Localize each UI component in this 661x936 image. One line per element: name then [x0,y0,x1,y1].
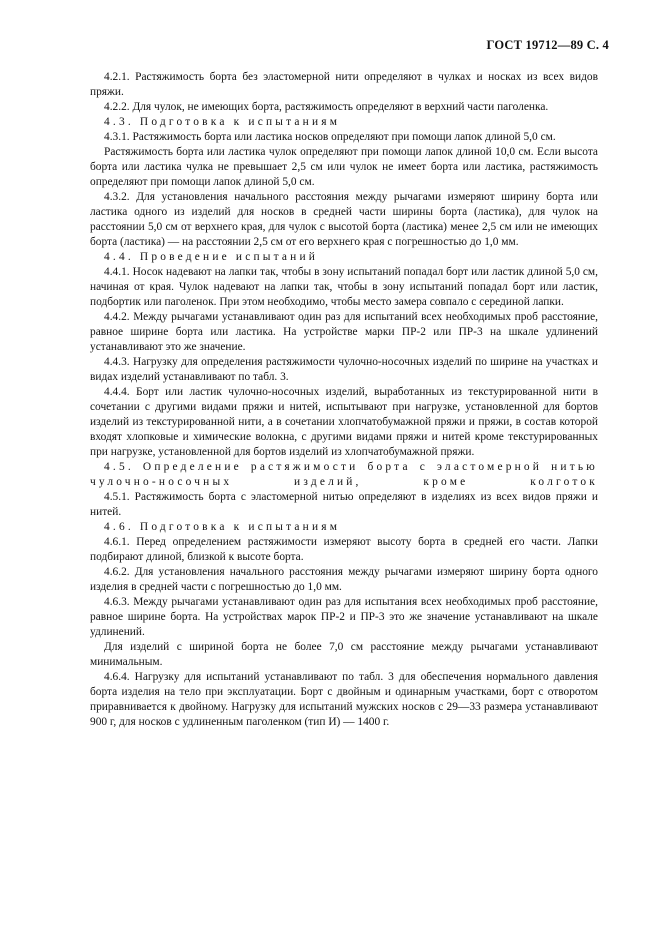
paragraph-4-6-3-cont: Для изделий с шириной борта не более 7,0 см расстояние между рычагами устанавливают минимальным. [90,641,598,668]
document-body [90,70,598,730]
paragraph-4-4-2: 4.4.2. Между рычагами устанавливают один раз для испытаний всех необходимых проб расстояние, равное ширине борта или ластика. На устройстве марки ПР-2 или ПР-3 на шкале удлинений устанавливают это же значение. [90,311,598,353]
section-heading-4-6: 4.6. Подготовка к испытаниям [104,521,341,533]
paragraph-4-3-1: 4.3.1. Растяжимость борта или ластика носков определяют при помощи лапок длиной 5,0 см. [104,131,556,143]
paragraph-4-6-3: 4.6.3. Между рычагами устанавливают один раз для испытания всех необходимых проб расстояние, равное ширине борта. На устройствах марок ПР-2 и ПР-3 это же значение устанавливают на шкале удлинений. [90,596,598,638]
paragraph-4-2-1: 4.2.1. Растяжимость борта без эластомерной нити определяют в чулках и носках из всех видов пряжи. [90,71,598,98]
paragraph-4-6-2: 4.6.2. Для установления начального расстояния между рычагами измеряют ширину борта одного изделия в средней части с погрешностью до 1,0 мм. [90,566,598,593]
section-heading-4-4: 4.4. Проведение испытаний [104,251,319,263]
paragraph-4-4-3: 4.4.3. Нагрузку для определения растяжимости чулочно-носочных изделий по ширине на участках и видах изделий устанавливают по табл. 3. [90,356,598,383]
paragraph-4-5-1: 4.5.1. Растяжимость борта с эластомерной нитью определяют в изделиях из всех видов пряжи и нитей. [90,491,598,518]
section-heading-4-3: 4.3. Подготовка к испытаниям [104,116,341,128]
section-heading-4-5: 4.5. Определение растяжимости борта с эластомерной нитью чулочно-носочных изделий, кроме колготок [90,461,598,488]
paragraph-4-4-4: 4.4.4. Борт или ластик чулочно-носочных изделий, выработанных из текстурированной нити в сочетании с другими видами пряжи и нитей, испытывают при нагрузке, установленной для бортов изделий из текстурированной нити, а в сочетании хлопчатобумажной пряжи и пряжи, в состав которой входят хлопковые и химические волокна, с другими видами пряжи и нитей кроме текстурированных при нагрузке, установленной для бортов изделий из хлопчатобумажной пряжи. [90,386,598,458]
paragraph-4-6-1: 4.6.1. Перед определением растяжимости измеряют высоту борта в средней его части. Лапки подбирают длиной, близкой к высоте борта. [90,536,598,563]
paragraph-4-6-4: 4.6.4. Нагрузку для испытаний устанавливают по табл. 3 для обеспечения нормального давления борта изделия на тело при эксплуатации. Борт с двойным и одинарным участками, борт с отворотом приравнивается к двойному. Нагрузку для испытаний мужских носков с 29—33 размера устанавливают 900 г, для носков с удлиненным паголенком (тип И) — 1400 г. [90,671,598,728]
paragraph-4-2-2: 4.2.2. Для чулок, не имеющих борта, растяжимость определяют в верхний части паголенка. [104,101,549,113]
paragraph-4-4-1: 4.4.1. Носок надевают на лапки так, чтобы в зону испытаний попадал борт или ластик длиной 5,0 см, начиная от края. Чулок надевают на лапки так, чтобы в зону испытаний попадал борт или ластик, подбортик или паголенок. При этом необходимо, чтобы место замера совпало с серединой лапки. [90,266,598,308]
paragraph-4-3-1-cont: Растяжимость борта или ластика чулок определяют при помощи лапок длиной 10,0 см. Если высота борта или ластика чулка не превышает 2,5 см или чулок не имеет борта или ластика, растяжимость определяют при помощи лапок длиной 5,0 см. [90,146,598,188]
paragraph-4-3-2: 4.3.2. Для установления начального расстояния между рычагами измеряют ширину борта или ластика одного из изделий для носков в средней части ширины борта (ластика), для чулок на расстоянии 5,0 см от верхнего края, для чулок с высотой борта (ластика) менее 2,5 см или не имеющих борта (ластика) — на расстоянии 2,5 см от его верхнего края с погрешностью до 1,0 мм. [90,191,598,248]
page-header: ГОСТ 19712—89 С. 4 [486,38,609,52]
